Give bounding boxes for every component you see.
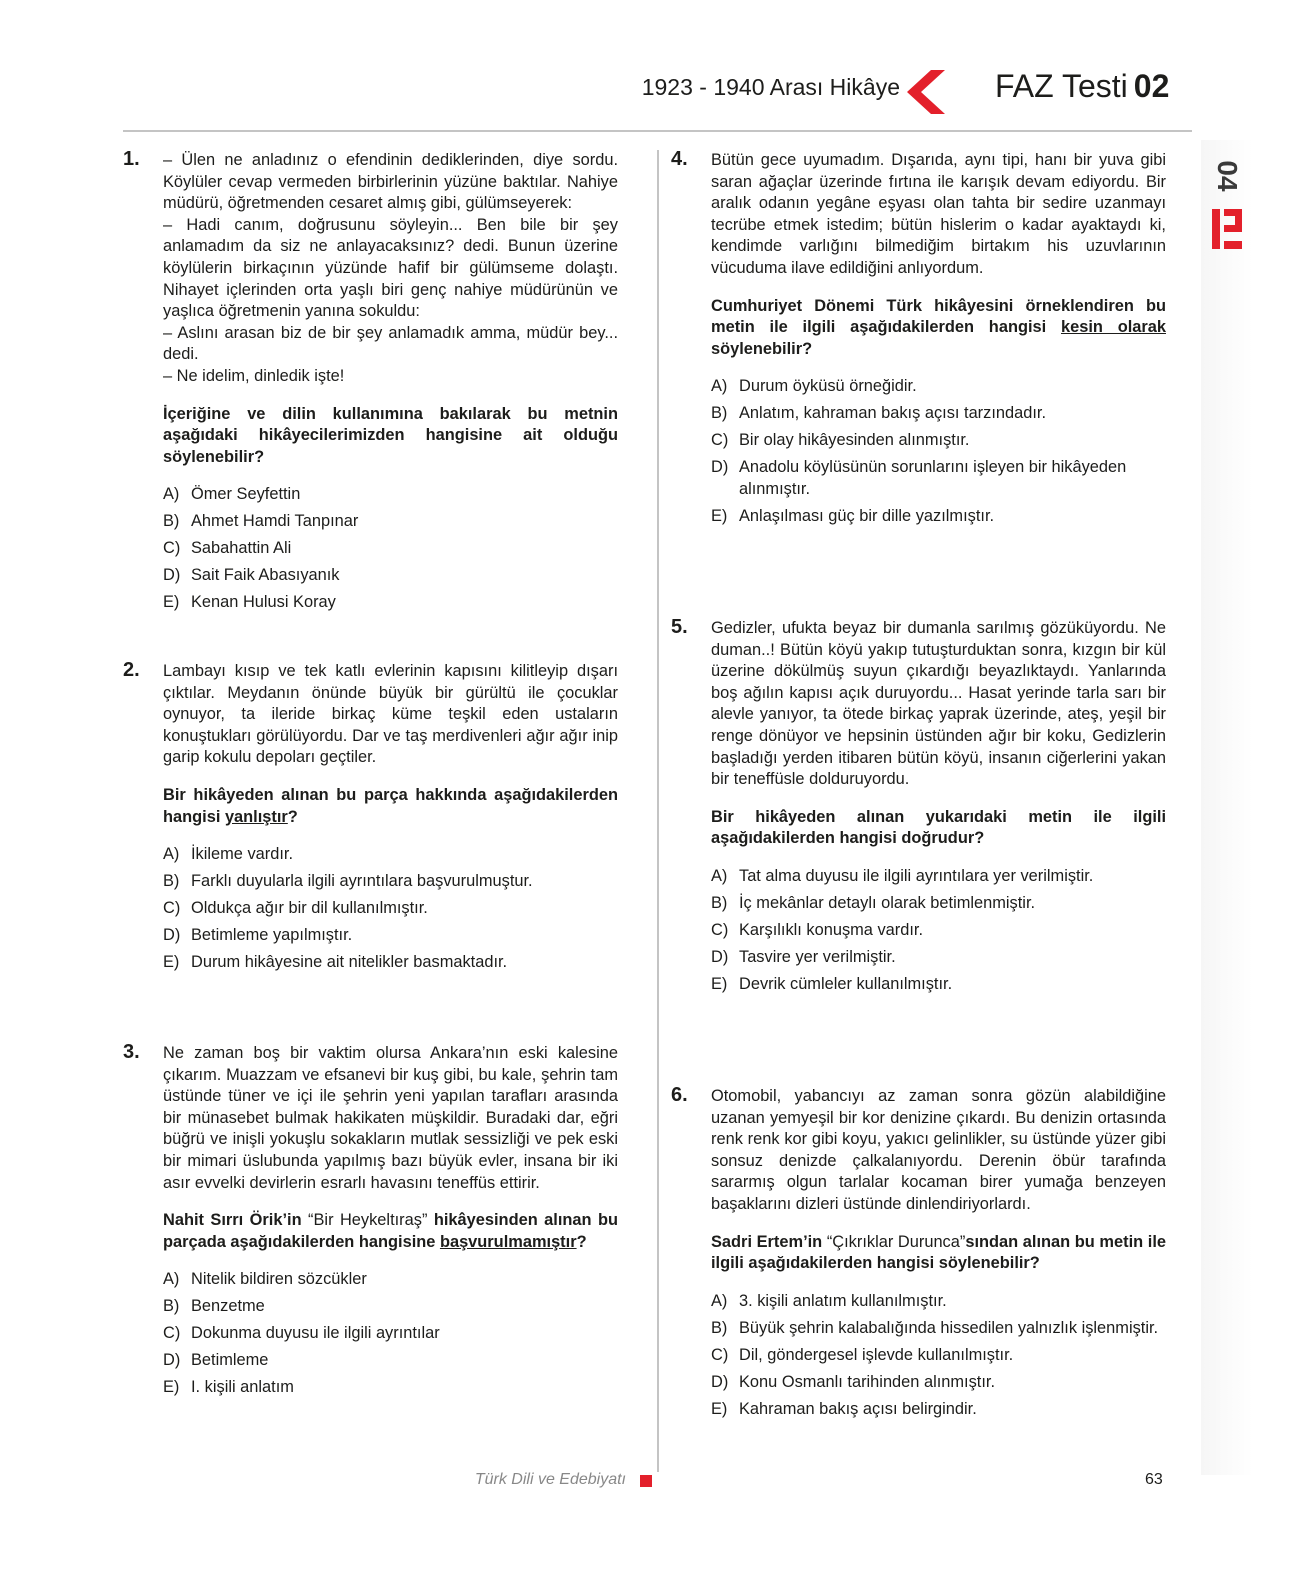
option-c[interactable]: C) Oldukça ağır bir dil kullanılmıştır. — [163, 899, 428, 918]
option-d[interactable]: D) Betimleme — [163, 1351, 269, 1370]
test-number: 02 — [1133, 68, 1170, 104]
option-c[interactable]: C) Karşılıklı konuşma vardır. — [711, 920, 924, 939]
option-d[interactable]: D) Konu Osmanlı tarihinden alınmıştır. — [711, 1372, 995, 1391]
question-stem: İçeriğine ve dilin kullanımına bakılarak bu metnin aşağıdaki hikâyecilerimizden hangisine ait olduğu söylenebilir? — [163, 404, 618, 466]
option-c[interactable]: C) Dil, göndergesel işlevde kullanılmıştır. — [711, 1345, 1014, 1364]
question-stem: Sadri Ertem’in “Çıkrıklar Durunca”sından alınan bu metin ile ilgili aşağıdakilerden hangisi söylenebilir? — [711, 1232, 1166, 1273]
side-tab — [1201, 140, 1253, 1475]
question-passage: Bütün gece uyumadım. Dışarıda, aynı tipi, hanı bir yuva gibi saran ağaçlar üzerinde fırtına ile karışık devam ediyordu. Bir aralık odanın yegâne eşyası olan tahta bir sedire uzanmayı tecrübe etmek istedim; bütün hislerim o kadar ayaktaydı ki, kendimde varlığını bilmediğim birtakım his uzuvlarının vücuduma ilave edildiğini anlıyordum. — [711, 151, 1166, 277]
question-number: 1. — [123, 148, 140, 170]
options-list — [711, 1291, 1166, 1421]
options-list — [163, 844, 618, 974]
question-number: 5. — [671, 616, 688, 638]
option-e[interactable]: E) Kahraman bakış açısı belirgindir. — [711, 1399, 977, 1418]
option-a[interactable]: A) 3. kişili anlatım kullanılmıştır. — [711, 1291, 947, 1310]
options-list — [163, 484, 618, 614]
test-title — [995, 68, 1169, 105]
question-passage: Lambayı kısıp ve tek katlı evlerinin kapısını kilitleyip dışarı çıktılar. Meydanın önünde büyük bir gürültü ile çocuklar oynuyor, ta ileride birkaç küme teşkil eden ustaların konuştukları görülüyordu. Dar ve taş merdivenleri ağır ağır inip garip kokulu depoları geçtiler. — [163, 662, 618, 767]
page-number: 63 — [1145, 1471, 1163, 1488]
option-e[interactable]: E) Anlaşılması güç bir dille yazılmıştır. — [711, 506, 995, 525]
option-a[interactable]: A) Tat alma duyusu ile ilgili ayrıntılara yer verilmiştir. — [711, 866, 1094, 885]
option-b[interactable]: B) Ahmet Hamdi Tanpınar — [163, 512, 359, 531]
question-number: 6. — [671, 1084, 688, 1106]
question-stem: Bir hikâyeden alınan bu parça hakkında aşağıdakilerden hangisi yanlıştır? — [163, 785, 618, 826]
footer-subject: Türk Dili ve Edebiyatı — [474, 1471, 626, 1488]
test-label: FAZ Testi — [995, 68, 1128, 104]
question-passage: Gedizler, ufukta beyaz bir dumanla sarılmış gözüküyordu. Ne duman..! Bütün köyü yakıp tutuşturduktan sonra, kızgın bir kül üzerine dökülmüş suyun çıkardığı beyazlıktaydı. Yanlarında boş ağılın kapısı açık duruyordu... Hasat yerinde tarla sarı bir alevle yanıyor, ta ötede birkaç yaprak üzerinde, ateş, yeşil bir renge dönüyor ve hepsinin üstünden ağır bir koku, Gedizlerin başladığı yerden itibaren bütün köyü, insanın ciğerlerini yakan bir teneffüsle dolduruyordu. — [711, 619, 1166, 789]
option-a[interactable]: A) Nitelik bildiren sözcükler — [163, 1270, 367, 1289]
options-list — [711, 866, 1166, 996]
question-passage: Otomobil, yabancıyı az zaman sonra gözün alabildiğine uzanan yemyeşil bir kor denizine çıkardı. Bu denizin ortasında renk renk kor gibi koyu, yakıcı gelinlikler, su üstünde yüzer gibi sonsuz denizde çalkalanıyordu. Derenin öbür tarafında sararmış olgun tarlalar kocaman birer yumağa benzeyen başaklarını dizleri üstünde dinlendiriyorlardı. — [711, 1087, 1166, 1213]
option-c[interactable]: C) Sabahattin Ali — [163, 539, 292, 558]
option-b[interactable]: B) Farklı duyularla ilgili ayrıntılara başvurulmuştur. — [163, 872, 533, 891]
question-stem: Cumhuriyet Dönemi Türk hikâyesini örneklendiren bu metin ile ilgili aşağıdakilerden hangisi kesin olarak söylenebilir? — [711, 296, 1167, 358]
option-e[interactable]: E) Durum hikâyesine ait nitelikler basmaktadır. — [163, 953, 508, 972]
column-divider — [657, 150, 659, 1472]
header-rule — [123, 130, 1192, 132]
options-list — [711, 376, 1166, 527]
option-c[interactable]: C) Bir olay hikâyesinden alınmıştır. — [711, 431, 970, 450]
option-d[interactable]: D) Tasvire yer verilmiştir. — [711, 947, 896, 966]
question-number: 4. — [671, 148, 688, 170]
option-a[interactable]: A) Ömer Seyfettin — [163, 485, 301, 504]
option-b[interactable]: B) Benzetme — [163, 1297, 265, 1316]
option-d[interactable]: D) Sait Faik Abasıyanık — [163, 566, 340, 585]
question-number: 3. — [123, 1041, 140, 1063]
section-title: 1923 - 1940 Arası Hikâye — [641, 74, 900, 100]
brand-logo-icon — [1212, 205, 1244, 253]
options-list — [163, 1269, 618, 1399]
option-d[interactable]: D) Betimleme yapılmıştır. — [163, 926, 353, 945]
option-b[interactable]: B) İç mekânlar detaylı olarak betimlenmiştir. — [711, 893, 1036, 912]
question-passage: Ne zaman boş bir vaktim olursa Ankara’nın eski kalesine çıkarım. Muazzam ve efsanevi bir kuş gibi, bu kale, şehrin tam üstünde tüner ve içi ile şehrin yeni yapılan tarafları arasında bir münasebet bulmak hakikaten müşkildir. Buradaki dar, eğri büğrü ve inişli yokuşlu sokakların mutlak sessizliği ve pek eski bir mimari üslubunda yapılmış bazı büyük evler, insana bir iki asır evvelki devirlerin esrarlı havasını teneffüs ettirir. — [163, 1044, 618, 1192]
option-b[interactable]: B) Büyük şehrin kalabalığında hissedilen yalnızlık işlenmiştir. — [711, 1318, 1159, 1337]
footer-square-icon — [640, 1475, 652, 1487]
option-e[interactable]: E) I. kişili anlatım — [163, 1378, 294, 1397]
option-c[interactable]: C) Dokunma duyusu ile ilgili ayrıntılar — [163, 1324, 440, 1343]
question-passage: – Ülen ne anladınız o efendinin dediklerinden, diye sordu. Köylüler cevap vermeden birbirlerinin yüzüne baktılar. Nahiye müdürü, öğretmenden cesaret almış gibi, gülümseyerek: – Hadi canım, doğrusunu söyleyin... Ben bile bir şey anlamadım da siz ne anlayacaksınız? dedi. Bunun üzerine köylülerin birkaçının yüzünde hafif bir gülümseme dolaştı. Nihayet içlerinden orta yaşlı biri genç nahiye müdürünün ve yaşlıca öğretmenin yanına sokuldu: – Aslını arasan biz de bir şey anlamadık amma, müdür bey... dedi. – Ne idelim, dinledik işte! — [163, 151, 618, 385]
option-e[interactable]: E) Devrik cümleler kullanılmıştır. — [711, 974, 953, 993]
option-e[interactable]: E) Kenan Hulusi Koray — [163, 593, 336, 612]
option-a[interactable]: A) İkileme vardır. — [163, 845, 294, 864]
question-stem: Nahit Sırrı Örik’in “Bir Heykeltıraş” hikâyesinden alınan bu parçada aşağıdakilerden hangisine başvurulmamıştır? — [163, 1211, 618, 1251]
side-tab-number: 04 — [1212, 160, 1243, 192]
option-a[interactable]: A) Durum öyküsü örneğidir. — [711, 377, 917, 396]
option-b[interactable]: B) Anlatım, kahraman bakış açısı tarzındadır. — [711, 404, 1047, 423]
option-d[interactable]: D) Anadolu köylüsünün sorunlarını işleyen bir hikâyeden alınmıştır. — [711, 458, 1127, 498]
question-number: 2. — [123, 659, 140, 681]
question-stem: Bir hikâyeden alınan yukarıdaki metin ile ilgili aşağıdakilerden hangisi doğrudur? — [711, 807, 1166, 848]
chevron-left-icon — [905, 68, 953, 116]
